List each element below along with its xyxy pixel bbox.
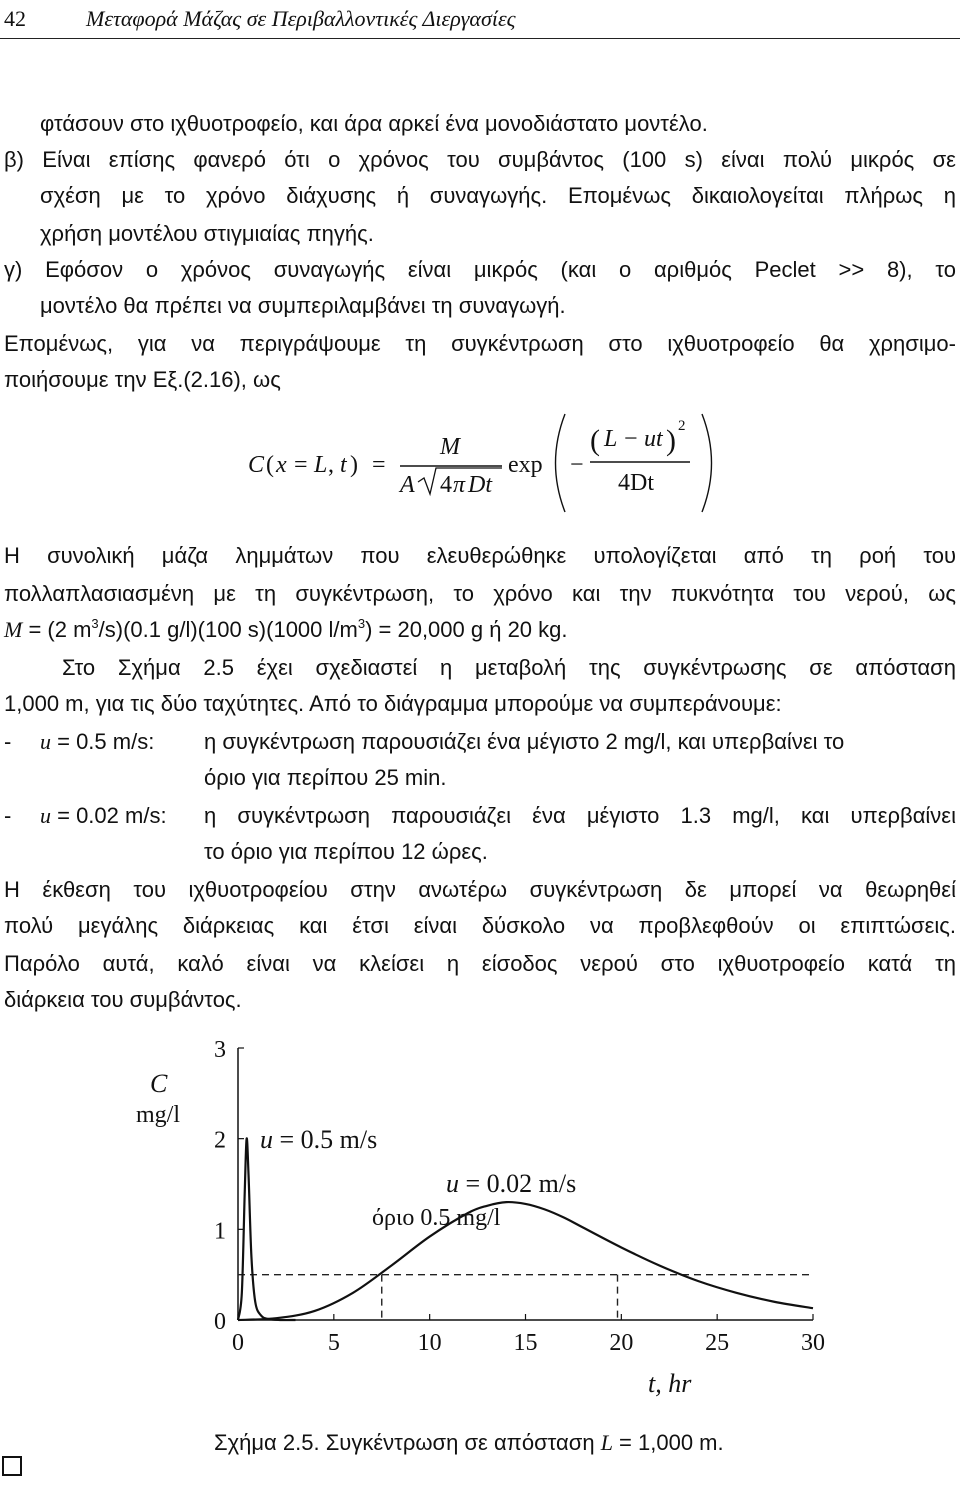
bullet-2-text: η συγκέντρωση παρουσιάζει ένα μέγιστο 1.3 mg/l, και υπερβαίνει bbox=[204, 803, 956, 828]
threshold-label: όριο 0.5 mg/l bbox=[372, 1205, 501, 1231]
bullet-1-velocity bbox=[40, 728, 154, 756]
running-title: Μεταφορά Μάζας σε Περιβαλλοντικές Διεργασίες bbox=[86, 6, 516, 31]
text-line-2: β) Είναι επίσης φανερό ότι ο χρόνος του συμβάντος (100 s) είναι πολύ μικρός σε bbox=[4, 147, 956, 172]
y-tick-label-3: 3 bbox=[214, 1037, 226, 1063]
x-axis-label: t, hr bbox=[648, 1369, 692, 1398]
x-tick-label-2: 10 bbox=[417, 1330, 442, 1356]
mass-calc-c: ) = 20,000 g ή 20 kg. bbox=[365, 617, 568, 642]
eq-l: L bbox=[314, 452, 328, 478]
x-tick-label-4: 20 bbox=[609, 1330, 634, 1356]
checkbox-marker bbox=[2, 1456, 22, 1476]
eq-minus: − bbox=[570, 452, 584, 478]
eq-close-paren: ) bbox=[350, 452, 358, 478]
bullet-1-text: η συγκέντρωση παρουσιάζει ένα μέγιστο 2 mg/l, και υπερβαίνει το bbox=[204, 729, 845, 754]
text-line-6: μοντέλο θα πρέπει να συμπεριλαμβάνει τη συναγωγή. bbox=[40, 293, 566, 318]
series-label-fast: u = 0.5 m/s bbox=[260, 1125, 378, 1154]
eq-eq-inner: = bbox=[288, 452, 314, 478]
text-line-14: Η έκθεση του ιχθυοτροφείου στην ανωτέρω συγκέντρωση δε μπορεί να θεωρηθεί bbox=[4, 877, 956, 902]
bullet-2-u: u bbox=[40, 803, 51, 828]
caption-l: L bbox=[600, 1430, 613, 1455]
eq-den-4: 4 bbox=[440, 472, 452, 498]
text-line-3: σχέση με το χρόνο διάχυσης ή συναγωγής. Επομένως δικαιολογείται πλήρως η bbox=[40, 183, 956, 208]
text-line-17: διάρκεια του συμβάντος. bbox=[4, 987, 242, 1012]
text-line-1: φτάσουν στο ιχθυοτροφείο, και άρα αρκεί ένα μονοδιάστατο μοντέλο. bbox=[40, 111, 708, 136]
mass-calc-b: /s)(0.1 g/l)(100 s)(1000 l/m bbox=[98, 617, 358, 642]
series-label-slow: u = 0.02 m/s bbox=[446, 1169, 577, 1198]
eq-inner-ut: ut bbox=[644, 426, 663, 452]
text-line-8: ποιήσουμε την Εξ.(2.16), ως bbox=[4, 367, 281, 392]
x-tick-label-0: 0 bbox=[232, 1330, 244, 1356]
x-tick-label-1: 5 bbox=[327, 1330, 340, 1356]
text-line-11 bbox=[4, 616, 568, 644]
text-line-7: Επομένως, για να περιγράψουμε τη συγκέντρωση στο ιχθυοτροφείο θα χρησιμο- bbox=[4, 331, 956, 356]
bullet-2-value: = 0.02 m/s: bbox=[51, 803, 167, 828]
mass-calc-sup1: 3 bbox=[91, 616, 99, 631]
series-line-0 bbox=[238, 1138, 296, 1320]
header-rule bbox=[0, 38, 960, 39]
bullet-2-cont: το όριο για περίπου 12 ώρες. bbox=[204, 839, 488, 864]
y-tick-label-0: 0 bbox=[214, 1309, 226, 1335]
text-line-13: 1,000 m, για τις δύο ταχύτητες. Από το διάγραμμα μπορούμε να συμπεράνουμε: bbox=[4, 691, 782, 716]
eq-t: t bbox=[340, 452, 347, 478]
text-line-9: Η συνολική μάζα λημμάτων που ελευθερώθηκε υπολογίζεται από τη ροή του bbox=[4, 543, 956, 568]
eq-den-pi: π bbox=[453, 472, 466, 498]
x-tick-label-3: 15 bbox=[513, 1330, 538, 1356]
text-line-10: πολλαπλασιασμένη με τη συγκέντρωση, το χρόνο και την πυκνότητα του νερού, ως bbox=[4, 581, 956, 606]
mass-symbol: M bbox=[4, 617, 23, 642]
text-line-16: Παρόλο αυτά, καλό είναι να κλείσει η είσοδος νερού στο ιχθυοτροφείο κατά τη bbox=[4, 951, 956, 976]
y-tick-label-2: 2 bbox=[214, 1127, 226, 1154]
eq-inner-close: ) bbox=[666, 424, 676, 457]
eq-comma: , bbox=[328, 452, 340, 478]
text-line-12: Στο Σχήμα 2.5 έχει σχεδιαστεί η μεταβολή της συγκέντρωσης σε απόσταση bbox=[62, 655, 956, 680]
eq-x: x bbox=[276, 452, 287, 478]
figure-caption bbox=[214, 1430, 724, 1456]
caption-prefix: Σχήμα 2.5. Συγκέντρωση σε απόσταση bbox=[214, 1430, 601, 1455]
eq-inner-open: ( bbox=[590, 424, 600, 457]
x-tick-label-5: 25 bbox=[705, 1330, 730, 1356]
concentration-equation bbox=[240, 408, 720, 518]
eq-num-m: M bbox=[440, 434, 460, 460]
mass-calc-a: = (2 m bbox=[22, 617, 92, 642]
concentration-chart bbox=[128, 1030, 848, 1410]
text-line-4: χρήση μοντέλου στιγμιαίας πηγής. bbox=[40, 221, 374, 246]
page-header bbox=[0, 0, 960, 40]
text-line-5: γ) Εφόσον ο χρόνος συναγωγής είναι μικρός (και ο αριθμός Peclet >> 8), το bbox=[4, 257, 956, 282]
bullet-1-dash: - bbox=[4, 729, 12, 754]
bullet-1-u: u bbox=[40, 729, 51, 754]
bullet-2-velocity bbox=[40, 802, 167, 830]
eq-c: C bbox=[248, 452, 265, 478]
eq-exp: exp bbox=[508, 452, 543, 478]
eq-den-dt: Dt bbox=[468, 472, 492, 498]
eq-inner-l: L bbox=[604, 426, 618, 452]
y-tick-label-1: 1 bbox=[214, 1218, 226, 1245]
x-tick-label-6: 30 bbox=[801, 1330, 825, 1356]
series-line-1 bbox=[238, 1202, 813, 1320]
bullet-1-cont: όριο για περίπου 25 min. bbox=[204, 765, 447, 790]
mass-calc-sup2: 3 bbox=[357, 616, 366, 631]
bullet-2-dash: - bbox=[4, 803, 12, 828]
eq-inner-minus: − bbox=[624, 426, 638, 452]
page-number: 42 bbox=[4, 6, 26, 31]
eq-equals: = bbox=[372, 452, 386, 478]
eq-inner-pow: 2 bbox=[678, 418, 686, 434]
bullet-1-value: = 0.5 m/s: bbox=[51, 729, 155, 754]
text-line-15: πολύ μεγάλης διάρκειας και έτσι είναι δύσκολο να προβλεφθούν οι επιπτώσεις. bbox=[4, 913, 956, 938]
eq-den-a: A bbox=[400, 472, 415, 498]
eq-open-paren: ( bbox=[266, 452, 274, 478]
eq-inner-den: 4Dt bbox=[618, 470, 654, 496]
y-axis-label-c: C bbox=[150, 1069, 168, 1098]
caption-suffix: = 1,000 m. bbox=[612, 1430, 724, 1455]
y-axis-label-unit: mg/l bbox=[136, 1102, 181, 1128]
